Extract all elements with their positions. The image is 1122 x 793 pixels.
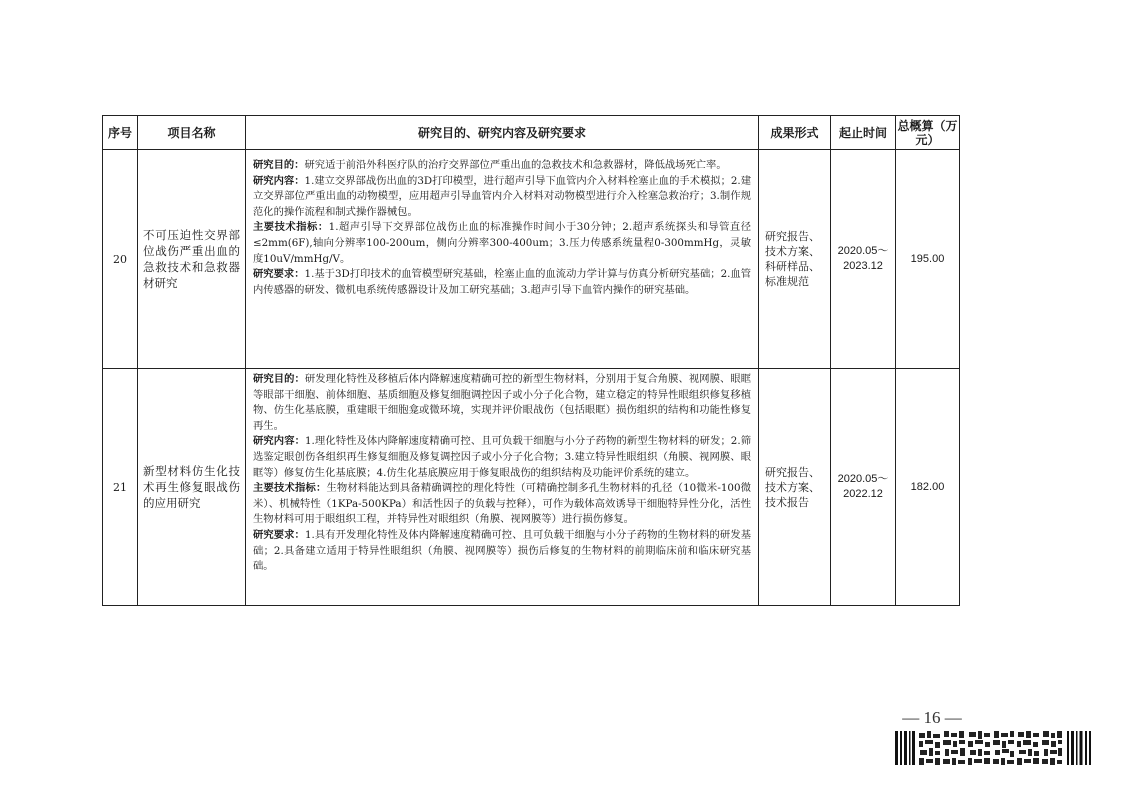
project-table (102, 115, 960, 606)
paragraph-text: 研发理化特性及移植后体内降解速度精确可控的新型生物材料，分别用于复合角膜、视网膜、眼眶等眼部干细胞、前体细胞、基质细胞及修复细胞调控因子或小分子化合物，建立稳定的特异性眼组织修复移植物、仿生化基底膜，重建眼干细胞龛或微环境，实现并评价眼战伤（包括眼眶）损伤组织的结构和功能性修复再生。 (253, 373, 752, 432)
paragraph-text: 1.具有开发理化特性及体内降解速度精确可控、且可负载干细胞与小分子药物的生物材料的研发基础；2.具备建立适用于特异性眼组织（角膜、视网膜等）损伤后修复的生物材料的前期临床前和临床研究基础。 (253, 528, 751, 573)
row-number: 20 (103, 150, 138, 369)
header-no: 序号 (103, 116, 138, 150)
paragraph-label: 研究目的： (253, 373, 305, 385)
paragraph-text: 1.基于3D打印技术的血管模型研究基础，栓塞止血的血流动力学计算与仿真分析研究基础；2.血管内传感器的研发、微机电系统传感器设计及加工研究基础；3.超声引导下血管内操作的研究基础。 (253, 268, 751, 296)
paragraph-label: 研究内容： (253, 174, 305, 187)
paragraph-label: 主要技术指标： (253, 221, 329, 234)
paragraph-label: 研究内容： (253, 435, 305, 448)
paragraph-text: 生物材料能达到具备精确调控的理化特性（可精确控制多孔生物材料的孔径（10微米-100微米）、机械特性（1KPa-500KPa）和活性因子的负载与控释），可作为载体高效诱导干细胞特异性分化，活性生物材料可用于眼组织工程，并特异性对眼组织（角膜、视网膜等）进行损伤修复。 (253, 482, 752, 526)
header-content: 研究目的、研究内容及研究要求 (246, 116, 759, 150)
header-name: 项目名称 (138, 116, 246, 150)
paragraph-label: 研究要求： (253, 528, 305, 541)
project-period: 2020.05～2023.12 (831, 150, 896, 369)
paragraph-text: 1.建立交界部战伤出血的3D打印模型，进行超声引导下血管内介入材料栓塞止血的手术模拟；2.建立交界部位严重出血的动物模型，应用超声引导血管内介入材料对动物模型进行介入栓塞急救治疗；3.制作规范化的操作流程和制式操作器械包。 (253, 174, 751, 218)
result-form: 研究报告、技术方案、科研样品、标准规范 (759, 150, 831, 369)
header-form: 成果形式 (759, 116, 831, 150)
total-budget: 195.00 (896, 150, 960, 369)
barcode-icon (895, 731, 1091, 765)
row-number: 21 (103, 369, 138, 606)
project-content (246, 150, 759, 369)
paragraph-text: 1.理化特性及体内降解速度精确可控、且可负载干细胞与小分子药物的新型生物材料的研发；2.筛选鉴定眼创伤各组织再生修复细胞及修复调控因子或小分子化合物；3.建立特异性眼组织（角膜、视网膜、眼眶等）修复仿生化基底膜；4.仿生化基底膜应用于修复眼战伤的组织结构及功能评价系统的建立。 (253, 435, 751, 479)
paragraph-text: 研究适于前沿外科医疗队的治疗交界部位严重出血的急救技术和急救器材，降低战场死亡率。 (304, 159, 727, 171)
content-paragraph (253, 481, 751, 528)
page-number: — 16 — (902, 708, 962, 727)
table-row (103, 369, 960, 606)
paragraph-label: 研究要求： (253, 268, 305, 281)
content-paragraph (253, 220, 751, 267)
content-paragraph (253, 434, 751, 481)
content-paragraph (253, 158, 751, 174)
content-paragraph (253, 528, 751, 575)
content-paragraph (253, 372, 751, 434)
total-budget: 182.00 (896, 369, 960, 606)
result-form: 研究报告、技术方案、技术报告 (759, 369, 831, 606)
table-row (103, 150, 960, 369)
content-paragraph (253, 174, 751, 221)
project-name: 不可压迫性交界部位战伤严重出血的急救技术和急救器材研究 (138, 150, 246, 369)
project-period: 2020.05～2022.12 (831, 369, 896, 606)
table-header-row (103, 116, 960, 150)
project-content (246, 369, 759, 606)
header-period: 起止时间 (831, 116, 896, 150)
paragraph-label: 主要技术指标： (253, 482, 327, 495)
content-paragraph (253, 267, 751, 298)
paragraph-label: 研究目的： (253, 159, 305, 171)
project-name: 新型材料仿生化技术再生修复眼战伤的应用研究 (138, 369, 246, 606)
paragraph-text: 1.超声引导下交界部位战伤止血的标准操作时间小于30分钟；2.超声系统探头和导管直径≤2mm(6F),轴向分辨率100-200um，侧向分辨率300-400um；3.压力传感系统量程0-300mmHg，灵敏度10uV/mmHg/V。 (253, 221, 752, 265)
header-total: 总概算（万元） (896, 116, 960, 150)
